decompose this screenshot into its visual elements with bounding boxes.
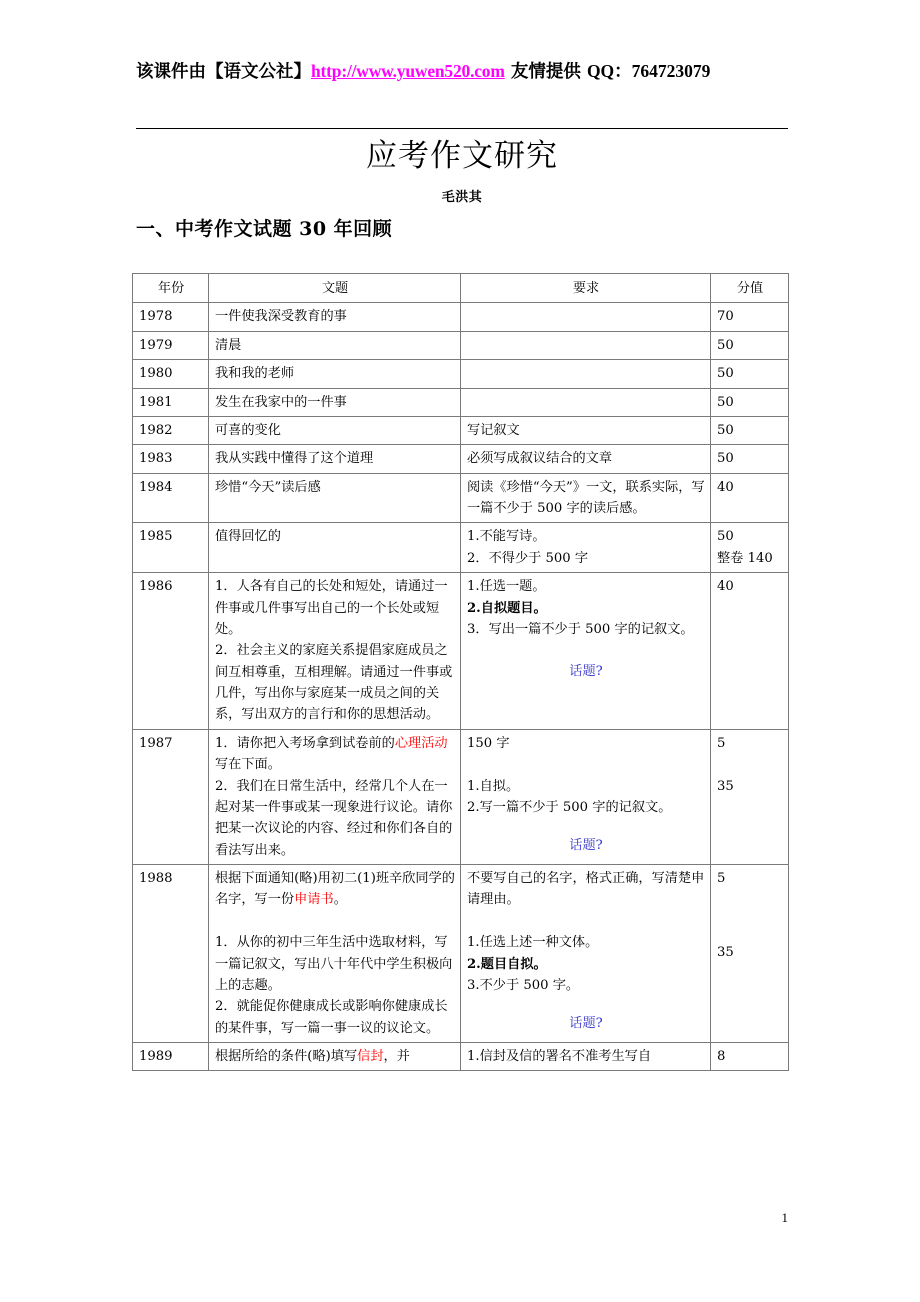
topic-segment: 根据下面通知(略)用初二(1)班辛欣同学的名字，写一份 <box>215 871 455 908</box>
cell-topic <box>209 729 461 864</box>
exam-topics-table <box>132 273 789 1071</box>
table-row <box>133 729 789 864</box>
table-row <box>133 360 789 388</box>
requirement-line: 2.题目自拟。 <box>467 956 547 972</box>
promo-url-link[interactable]: http://www.yuwen520.com <box>311 61 505 81</box>
cell-score: 50 <box>711 331 789 359</box>
header-year: 年份 <box>133 274 209 303</box>
exam-table-wrapper <box>132 273 788 1071</box>
cell-year: 1981 <box>133 388 209 416</box>
requirement-line: 1.不能写诗。 <box>467 529 546 545</box>
table-header <box>133 274 789 303</box>
topic-segment: 。 <box>333 892 347 908</box>
cell-year: 1985 <box>133 523 209 573</box>
score-line: 5 <box>717 735 726 751</box>
table-row <box>133 445 789 473</box>
table-row <box>133 865 789 1043</box>
topic-highlight: 申请书 <box>294 892 334 908</box>
cell-score: 50 <box>711 445 789 473</box>
header-score: 分值 <box>711 274 789 303</box>
cell-year: 1988 <box>133 865 209 1043</box>
requirement-first: 150 字 <box>467 735 510 751</box>
table-row <box>133 1043 789 1071</box>
promo-prefix: 该课件由【语文公社】 <box>136 62 311 82</box>
requirement-line: 1.自拟。 <box>467 778 520 794</box>
topic-note: 话题? <box>569 663 603 679</box>
table-body <box>133 303 789 1071</box>
topic-line: 2．就能促你健康成长或影响你健康成长的某件事，写一篇一事一议的议论文。 <box>215 999 448 1036</box>
cell-year: 1978 <box>133 303 209 331</box>
cell-score <box>711 523 789 573</box>
table-row <box>133 573 789 730</box>
blank-line <box>717 754 783 775</box>
cell-score <box>711 865 789 1043</box>
section-heading: 一、中考作文试题 30 年回顾 <box>136 218 393 240</box>
score-line: 35 <box>717 945 734 961</box>
topic-segment: 根据所给的条件(略)填写 <box>215 1049 358 1064</box>
cell-score: 8 <box>711 1043 789 1071</box>
table-row <box>133 416 789 444</box>
cell-requirement <box>461 303 711 331</box>
cell-topic: 可喜的变化 <box>209 416 461 444</box>
cell-topic: 我和我的老师 <box>209 360 461 388</box>
cell-year: 1989 <box>133 1043 209 1071</box>
cell-score: 50 <box>711 388 789 416</box>
cell-score: 50 <box>711 360 789 388</box>
promo-banner <box>136 60 796 84</box>
page-number: 1 <box>781 1210 788 1225</box>
requirement-line: 3．写出一篇不少于 500 字的记叙文。 <box>467 621 694 637</box>
topic-segment: 1．请你把入考场拿到试卷前的 <box>215 735 395 751</box>
cell-requirement <box>461 388 711 416</box>
cell-topic <box>209 1043 461 1071</box>
topic-segment: ，并 <box>383 1049 410 1064</box>
table-row <box>133 388 789 416</box>
topic-line: 2．社会主义的家庭关系提倡家庭成员之间互相尊重，互相理解。请通过一件事或几件，写出你与家庭某一成员之间的关系，写出双方的言行和你的思想活动。 <box>215 643 453 723</box>
requirement-line: 3.不少于 500 字。 <box>467 977 580 993</box>
topic-line: 1．人各有自己的长处和短处，请通过一件事或几件事写出自己的一个长处或短处。 <box>215 579 448 637</box>
cell-topic: 清晨 <box>209 331 461 359</box>
requirement-line: 2．不得少于 500 字 <box>467 550 589 566</box>
table-row <box>133 331 789 359</box>
cell-requirement: 阅读《珍惜“今天”》一文，联系实际，写一篇不少于 500 字的读后感。 <box>461 473 711 523</box>
blank-line <box>467 911 705 932</box>
topic-line: 2．我们在日常生活中，经常几个人在一起对某一件事或某一现象进行议论。请你把某一次议论的内容、经过和你们各自的看法写出来。 <box>215 778 453 858</box>
cell-year: 1983 <box>133 445 209 473</box>
blank-line <box>215 911 455 932</box>
topic-note: 话题? <box>569 1016 603 1032</box>
header-topic: 文题 <box>209 274 461 303</box>
cell-requirement <box>461 523 711 573</box>
topic-highlight: 信封 <box>357 1049 384 1064</box>
score-line: 35 <box>717 778 734 794</box>
cell-year: 1986 <box>133 573 209 730</box>
cell-topic: 值得回忆的 <box>209 523 461 573</box>
cell-requirement: 必须写成叙议结合的文章 <box>461 445 711 473</box>
cell-score: 50 <box>711 416 789 444</box>
cell-year: 1984 <box>133 473 209 523</box>
cell-topic: 我从实践中懂得了这个道理 <box>209 445 461 473</box>
table-row <box>133 473 789 523</box>
blank-line <box>717 889 783 942</box>
promo-middle: 友情提供 <box>504 62 587 82</box>
cell-requirement <box>461 865 711 1043</box>
score-line: 50 <box>717 529 734 545</box>
cell-requirement <box>461 573 711 730</box>
cell-score: 70 <box>711 303 789 331</box>
cell-requirement <box>461 729 711 864</box>
cell-topic <box>209 573 461 730</box>
cell-score: 40 <box>711 573 789 730</box>
header-divider <box>136 128 788 129</box>
requirement-line: 2.写一篇不少于 500 字的记叙文。 <box>467 799 672 815</box>
topic-highlight: 心理活动 <box>394 735 448 751</box>
cell-year: 1987 <box>133 729 209 864</box>
cell-requirement <box>461 360 711 388</box>
cell-topic: 发生在我家中的一件事 <box>209 388 461 416</box>
cell-score <box>711 729 789 864</box>
cell-year: 1979 <box>133 331 209 359</box>
cell-topic: 珍惜“今天”读后感 <box>209 473 461 523</box>
promo-qq: QQ：764723079 <box>586 61 711 81</box>
score-line: 5 <box>717 871 726 886</box>
page-title: 应考作文研究 <box>366 138 558 174</box>
requirement-line: 1.任选上述一种文体。 <box>467 935 599 951</box>
author-name: 毛洪其 <box>441 190 483 205</box>
requirement-line: 2.自拟题目。 <box>467 600 547 616</box>
cell-requirement <box>461 331 711 359</box>
cell-score: 40 <box>711 473 789 523</box>
cell-year: 1980 <box>133 360 209 388</box>
cell-topic <box>209 865 461 1043</box>
cell-year: 1982 <box>133 416 209 444</box>
table-row <box>133 523 789 573</box>
topic-note: 话题? <box>569 838 603 854</box>
topic-segment: 写在下面。 <box>215 757 281 773</box>
cell-requirement: 写记叙文 <box>461 416 711 444</box>
cell-requirement: 1.信封及信的署名不准考生写自 <box>461 1043 711 1071</box>
topic-line: 1．从你的初中三年生活中选取材料，写一篇记叙文，写出八十年代中学生积极向上的志趣。 <box>215 935 453 993</box>
score-line: 整卷 140 <box>717 550 773 566</box>
cell-topic: 一件使我深受教育的事 <box>209 303 461 331</box>
requirement-first: 不要写自己的名字，格式正确，写清楚申请理由。 <box>467 871 705 908</box>
table-row <box>133 303 789 331</box>
blank-line <box>467 754 705 775</box>
header-requirement: 要求 <box>461 274 711 303</box>
requirement-line: 1.任选一题。 <box>467 579 546 595</box>
table-header-row <box>133 274 789 303</box>
